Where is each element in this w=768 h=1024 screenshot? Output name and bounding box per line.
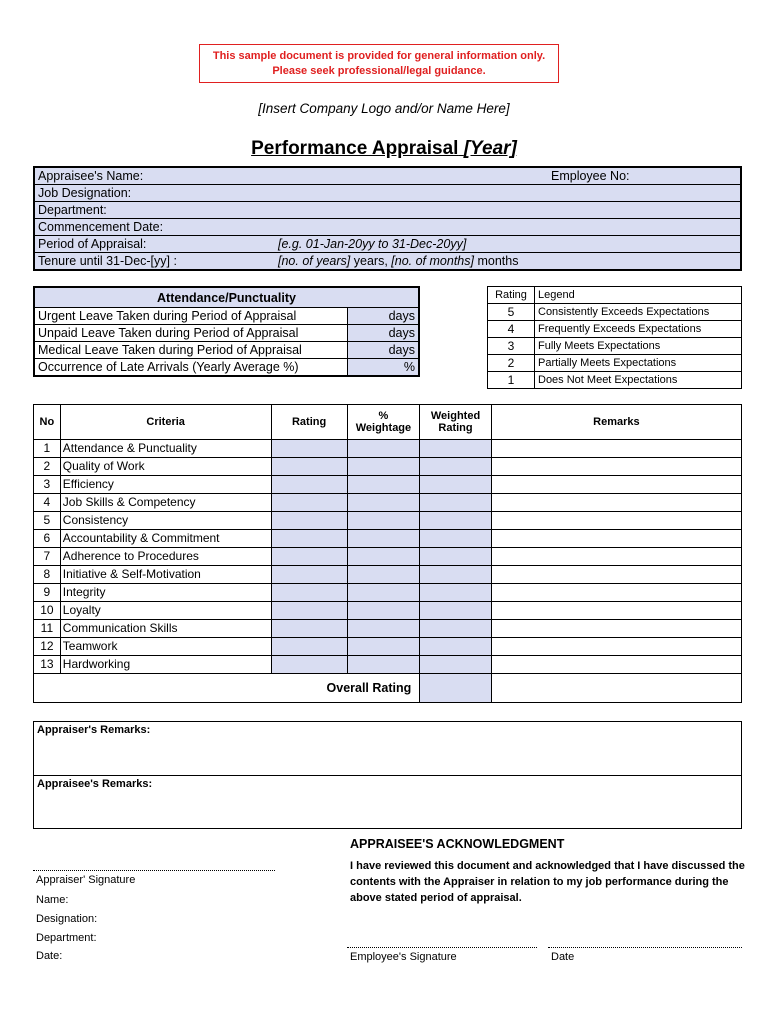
rating-field[interactable] (271, 458, 347, 476)
attendance-value-field[interactable]: % (348, 359, 420, 377)
weighted-rating-field[interactable] (420, 656, 492, 674)
weighted-rating-field[interactable] (420, 440, 492, 458)
weightage-field[interactable] (347, 458, 420, 476)
criteria-header-row (34, 405, 742, 440)
period-value: [e.g. 01-Jan-20yy to 31-Dec-20yy] (278, 237, 467, 251)
disclaimer-line-2: Please seek professional/legal guidance. (272, 65, 486, 77)
info-row-name (34, 167, 741, 185)
weightage-field[interactable] (347, 548, 420, 566)
rating-legend-table (487, 286, 742, 389)
criteria-row (34, 548, 742, 566)
col-rating-header: Rating (271, 405, 347, 440)
legend-row (488, 338, 742, 355)
rating-field[interactable] (271, 656, 347, 674)
legend-row (488, 321, 742, 338)
weighted-rating-field[interactable] (420, 584, 492, 602)
col-criteria-header: Criteria (60, 405, 271, 440)
criteria-table (33, 404, 742, 703)
weighted-rating-field[interactable] (420, 494, 492, 512)
criteria-row (34, 638, 742, 656)
remarks-field[interactable] (491, 476, 741, 494)
period-label: Period of Appraisal: (38, 237, 147, 251)
legend-text: Consistently Exceeds Expectations (535, 304, 742, 321)
page-title (0, 138, 768, 160)
disclaimer-line-1: This sample document is provided for general information only. (212, 50, 546, 62)
remarks-field[interactable] (491, 512, 741, 530)
job-designation-field[interactable] (34, 185, 741, 202)
tenure-months: [no. of months] (391, 254, 474, 268)
criteria-name: Consistency (60, 512, 271, 530)
title-main: Performance Appraisal (251, 138, 459, 159)
criteria-name: Teamwork (60, 638, 271, 656)
legend-text: Fully Meets Expectations (535, 338, 742, 355)
criteria-no: 9 (34, 584, 61, 602)
weighted-rating-field[interactable] (420, 458, 492, 476)
rating-field[interactable] (271, 638, 347, 656)
appraiser-remarks-label: Appraiser's Remarks: (37, 724, 151, 736)
col-remarks-header: Remarks (491, 405, 741, 440)
remarks-box (33, 721, 742, 829)
legend-row (488, 355, 742, 372)
disclaimer-box (199, 44, 559, 83)
remarks-divider (34, 775, 741, 776)
name-label: Name: (36, 894, 69, 906)
weighted-rating-field[interactable] (420, 602, 492, 620)
designation-label: Designation: (36, 913, 98, 925)
criteria-no: 2 (34, 458, 61, 476)
weightage-field[interactable] (347, 584, 420, 602)
criteria-name: Hardworking (60, 656, 271, 674)
remarks-field[interactable] (491, 530, 741, 548)
appraiser-signature-line[interactable] (33, 870, 275, 871)
legend-rating: 5 (488, 304, 535, 321)
attendance-value-field[interactable]: days (348, 342, 420, 359)
rating-field[interactable] (271, 548, 347, 566)
criteria-row (34, 458, 742, 476)
weighted-rating-field[interactable] (420, 512, 492, 530)
remarks-field[interactable] (491, 548, 741, 566)
tenure-field[interactable] (34, 253, 741, 271)
col-no-header: No (34, 405, 61, 440)
weighted-rating-field[interactable] (420, 548, 492, 566)
department-field[interactable] (34, 202, 741, 219)
overall-rating-field[interactable] (420, 674, 492, 703)
legend-row (488, 372, 742, 389)
criteria-no: 5 (34, 512, 61, 530)
weightage-field[interactable] (347, 620, 420, 638)
legend-rating: 4 (488, 321, 535, 338)
appraisee-name-label: Appraisee's Name: (38, 169, 144, 183)
employee-no-label: Employee No: (551, 169, 630, 183)
criteria-no: 6 (34, 530, 61, 548)
weightage-field[interactable] (347, 638, 420, 656)
remarks-field[interactable] (491, 620, 741, 638)
employee-signature-line[interactable] (347, 947, 537, 948)
criteria-no: 7 (34, 548, 61, 566)
criteria-no: 8 (34, 566, 61, 584)
weighted-rating-field[interactable] (420, 530, 492, 548)
weighted-rating-field[interactable] (420, 638, 492, 656)
rating-field[interactable] (271, 512, 347, 530)
attendance-header: Attendance/Punctuality (34, 287, 419, 308)
criteria-name: Job Skills & Competency (60, 494, 271, 512)
appraiser-signature-label: Appraiser' Signature (36, 874, 136, 886)
legend-header: Legend (535, 287, 742, 304)
weightage-field[interactable] (347, 512, 420, 530)
remarks-field[interactable] (491, 584, 741, 602)
criteria-row (34, 494, 742, 512)
criteria-name: Quality of Work (60, 458, 271, 476)
criteria-name: Initiative & Self-Motivation (60, 566, 271, 584)
criteria-no: 10 (34, 602, 61, 620)
acknowledgment-title: APPRAISEE'S ACKNOWLEDGMENT (350, 837, 565, 851)
remarks-field[interactable] (491, 440, 741, 458)
criteria-row (34, 584, 742, 602)
employee-info-table (33, 166, 742, 271)
employee-date-line[interactable] (548, 947, 742, 948)
remarks-field[interactable] (491, 656, 741, 674)
criteria-name: Loyalty (60, 602, 271, 620)
criteria-row (34, 476, 742, 494)
legend-row (488, 304, 742, 321)
rating-field[interactable] (271, 620, 347, 638)
rating-field[interactable] (271, 602, 347, 620)
weightage-field[interactable] (347, 656, 420, 674)
weightage-field[interactable] (347, 476, 420, 494)
remarks-field[interactable] (491, 638, 741, 656)
tenure-years: [no. of years] (278, 254, 351, 268)
overall-rating-row (34, 674, 742, 703)
title-year: [Year] (463, 138, 517, 159)
col-weighted-rating-header: Weighted Rating (420, 405, 492, 440)
weightage-field[interactable] (347, 440, 420, 458)
legend-rating: 1 (488, 372, 535, 389)
overall-rating-label: Overall Rating (34, 674, 420, 703)
criteria-no: 12 (34, 638, 61, 656)
tenure-label: Tenure until 31-Dec-[yy] : (38, 254, 177, 268)
rating-field[interactable] (271, 584, 347, 602)
legend-rating: 2 (488, 355, 535, 372)
weighted-rating-field[interactable] (420, 620, 492, 638)
criteria-row (34, 440, 742, 458)
criteria-no: 13 (34, 656, 61, 674)
rating-field[interactable] (271, 476, 347, 494)
criteria-no: 1 (34, 440, 61, 458)
criteria-no: 11 (34, 620, 61, 638)
weightage-field[interactable] (347, 602, 420, 620)
attendance-table (33, 286, 420, 377)
employee-signature-label: Employee's Signature (350, 951, 457, 963)
weightage-field[interactable] (347, 530, 420, 548)
employee-date-label: Date (551, 951, 575, 963)
rating-field[interactable] (271, 530, 347, 548)
criteria-row (34, 656, 742, 674)
attendance-row (34, 325, 419, 342)
legend-text: Frequently Exceeds Expectations (535, 321, 742, 338)
rating-field[interactable] (271, 566, 347, 584)
weighted-rating-field[interactable] (420, 566, 492, 584)
criteria-name: Attendance & Punctuality (60, 440, 271, 458)
criteria-no: 3 (34, 476, 61, 494)
attendance-label: Unpaid Leave Taken during Period of Appraisal (34, 325, 348, 342)
acknowledgment-text: I have reviewed this document and acknowledged that I have discussed the contents with the Appraiser in relation to my job performance during the above stated period of appraisal. (350, 860, 745, 904)
criteria-name: Adherence to Procedures (60, 548, 271, 566)
criteria-row (34, 602, 742, 620)
attendance-label: Medical Leave Taken during Period of Appraisal (34, 342, 348, 359)
criteria-name: Efficiency (60, 476, 271, 494)
criteria-row (34, 566, 742, 584)
weighted-rating-field[interactable] (420, 476, 492, 494)
criteria-name: Communication Skills (60, 620, 271, 638)
criteria-no: 4 (34, 494, 61, 512)
date-label: Date: (36, 950, 63, 962)
attendance-value-field[interactable]: days (348, 325, 420, 342)
criteria-name: Integrity (60, 584, 271, 602)
company-logo-placeholder: [Insert Company Logo and/or Name Here] (258, 101, 510, 116)
job-designation-label: Job Designation: (38, 186, 132, 200)
legend-text: Partially Meets Expectations (535, 355, 742, 372)
tenure-months-unit: months (477, 254, 519, 268)
appraisee-remarks-label: Appraisee's Remarks: (37, 778, 153, 790)
rating-field[interactable] (271, 440, 347, 458)
attendance-row (34, 308, 419, 325)
period-field[interactable] (34, 236, 741, 253)
appraisee-name-field[interactable] (34, 167, 741, 185)
weightage-field[interactable] (347, 494, 420, 512)
rating-field[interactable] (271, 494, 347, 512)
attendance-row (34, 359, 419, 377)
attendance-label: Occurrence of Late Arrivals (Yearly Average %) (34, 359, 348, 377)
tenure-years-unit: years, (353, 254, 388, 268)
attendance-label: Urgent Leave Taken during Period of Appraisal (34, 308, 348, 325)
weightage-field[interactable] (347, 566, 420, 584)
criteria-row (34, 512, 742, 530)
legend-rating-header: Rating (488, 287, 535, 304)
department-label: Department: (36, 932, 97, 944)
criteria-row (34, 620, 742, 638)
criteria-name: Accountability & Commitment (60, 530, 271, 548)
commencement-date-label: Commencement Date: (38, 220, 164, 234)
col-weightage-header: % Weightage (347, 405, 420, 440)
remarks-field[interactable] (491, 458, 741, 476)
remarks-field[interactable] (491, 566, 741, 584)
legend-text: Does Not Meet Expectations (535, 372, 742, 389)
remarks-field[interactable] (491, 494, 741, 512)
department-label: Department: (38, 203, 107, 217)
criteria-row (34, 530, 742, 548)
remarks-field[interactable] (491, 602, 741, 620)
commencement-date-field[interactable] (34, 219, 741, 236)
legend-rating: 3 (488, 338, 535, 355)
attendance-value-field[interactable]: days (348, 308, 420, 325)
attendance-row (34, 342, 419, 359)
